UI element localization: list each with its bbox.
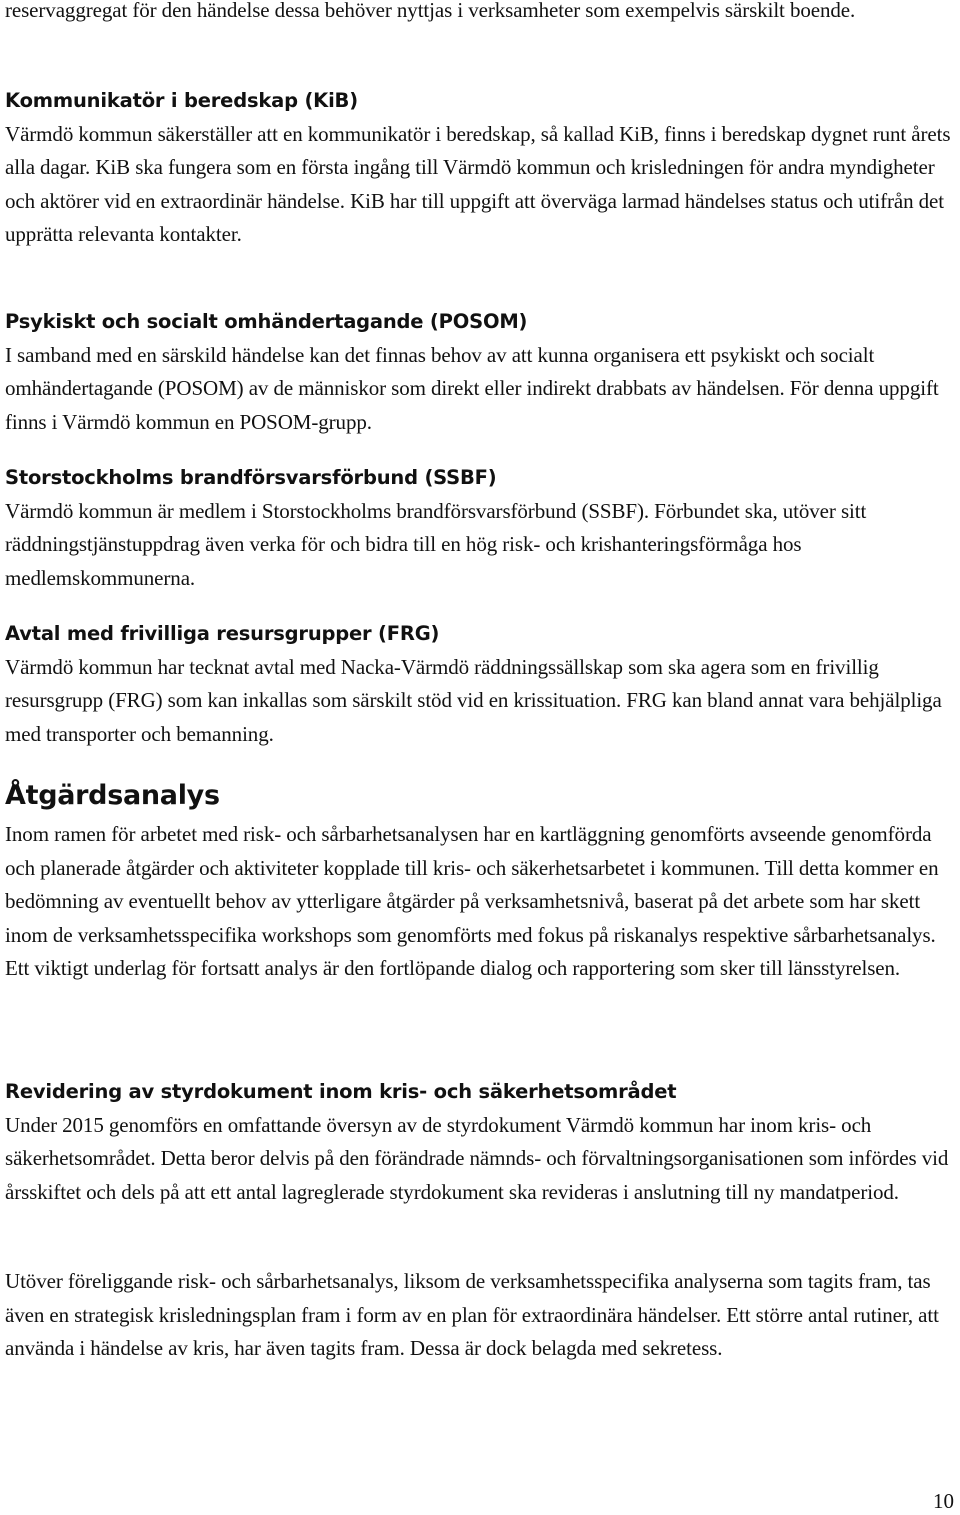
frg-paragraph: Värmdö kommun har tecknat avtal med Nacka-Värmdö räddningssällskap som ska agera som en frivillig resursgrupp (FRG) som kan inkallas som särskilt stöd vid en krissituation. FRG kan bland annat vara behjälpliga med transporter och bemanning. <box>5 654 942 746</box>
revidering-section-2 <box>5 1265 955 1366</box>
frg-heading: Avtal med frivilliga resursgrupper (FRG) <box>5 622 440 645</box>
kib-section <box>5 84 955 252</box>
intro-paragraph: reservaggregat för den händelse dessa behöver nyttjas i verksamheter som exempelvis särskilt boende. <box>5 0 856 22</box>
revidering-paragraph-1: Under 2015 genomförs en omfattande översyn av de styrdokument Värmdö kommun har inom kris- och säkerhetsområdet. Detta beror delvis på den förändrade nämnds- och förvaltningsorganisationen som infördes vid årsskiftet och dels på att ett antal lagreglerade styrdokument ska revideras i anslutning till ny mandatperiod. <box>5 1112 949 1204</box>
frg-section <box>5 617 955 751</box>
atgardsanalys-heading: Åtgärdsanalys <box>5 780 220 811</box>
posom-section <box>5 305 955 439</box>
atgardsanalys-section <box>5 776 955 986</box>
page-number: 10 <box>933 1489 954 1513</box>
revidering-heading: Revidering av styrdokument inom kris- och säkerhetsområdet <box>5 1080 677 1103</box>
ssbf-section <box>5 461 955 595</box>
posom-heading: Psykiskt och socialt omhändertagande (POSOM) <box>5 310 528 333</box>
intro-section <box>5 0 955 28</box>
ssbf-heading: Storstockholms brandförsvarsförbund (SSBF) <box>5 466 497 489</box>
ssbf-paragraph: Värmdö kommun är medlem i Storstockholms brandförsvarsförbund (SSBF). Förbundet ska, utöver sitt räddningstjänstuppdrag även verka för och bidra till en hög risk- och krishanteringsförmåga hos medlemskommunerna. <box>5 498 867 590</box>
revidering-paragraph-2: Utöver föreliggande risk- och sårbarhetsanalys, liksom de verksamhetsspecifika analyserna som tagits fram, tas även en strategisk krisledningsplan fram i form av en plan för extraordinära händelser. Ett större antal rutiner, att använda i händelse av kris, har även tagits fram. Dessa är dock belagda med sekretess. <box>5 1269 939 1360</box>
atgardsanalys-paragraph: Inom ramen för arbetet med risk- och sårbarhetsanalysen har en kartläggning genomförts avseende genomförda och planerade åtgärder och aktiviteter kopplade till kris- och säkerhetsarbetet i kommunen. Till detta kommer en bedömning av eventuellt behov av ytterligare åtgärder på verksamhetsnivå, baserat på det arbete som har skett inom de verksamhetsspecifika workshops som genomförts med fokus på riskanalys respektive sårbarhetsanalys. Ett viktigt underlag för fortsatt analys är den fortlöpande dialog och rapportering som sker till länsstyrelsen. <box>5 822 939 980</box>
posom-paragraph: I samband med en särskild händelse kan det finnas behov av att kunna organisera ett psykiskt och socialt omhändertagande (POSOM) av de människor som direkt eller indirekt drabbats av händelsen. För denna uppgift finns i Värmdö kommun en POSOM-grupp. <box>5 342 939 434</box>
revidering-section <box>5 1075 955 1209</box>
kib-paragraph: Värmdö kommun säkerställer att en kommunikatör i beredskap, så kallad KiB, finns i beredskap dygnet runt årets alla dagar. KiB ska fungera som en första ingång till Värmdö kommun och krisledningen för andra myndigheter och aktörer vid en extraordinär händelse. KiB har till uppgift att överväga larmad händelses status och utifrån det upprätta relevanta kontakter. <box>5 121 951 246</box>
kib-heading: Kommunikatör i beredskap (KiB) <box>5 89 358 112</box>
